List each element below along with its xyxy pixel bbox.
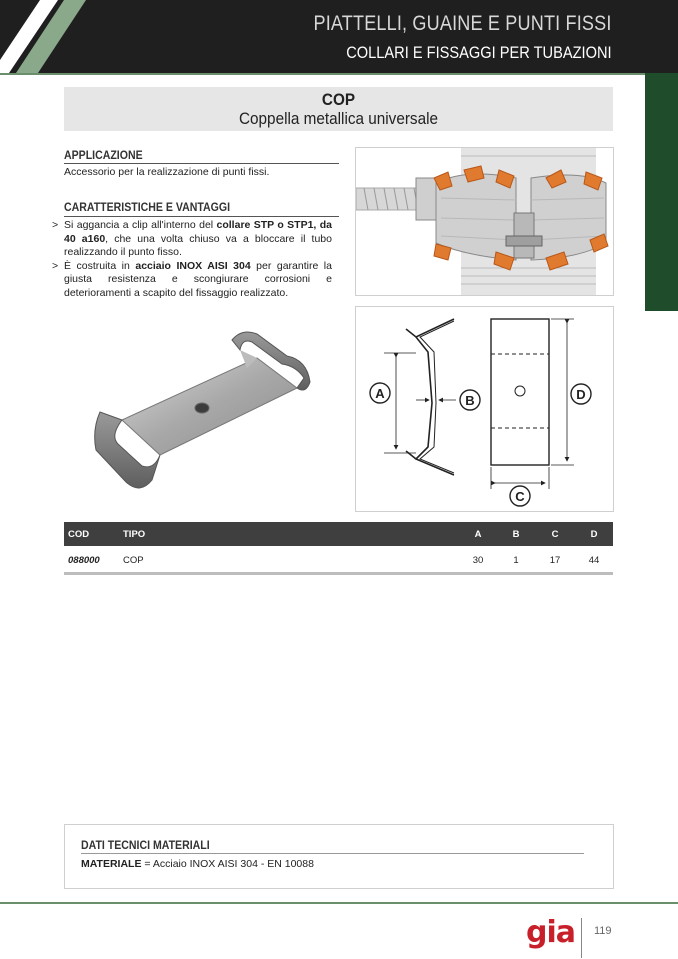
header-title: PIATTELLI, GUAINE E PUNTI FISSI [313, 12, 612, 35]
label-c: C [515, 489, 525, 504]
materials-value: = Acciaio INOX AISI 304 - EN 10088 [141, 858, 314, 870]
feature-item [52, 260, 332, 301]
page-header [0, 0, 678, 73]
feature-text: Si aggancia a clip all'interno del [64, 219, 217, 231]
bullet-marker: > [52, 259, 59, 272]
bullet-marker: > [52, 219, 59, 231]
col-header-cod: COD [68, 529, 90, 540]
label-a: A [375, 386, 385, 401]
application-text: Accessorio per la realizzazione di punti fissi. [64, 166, 270, 178]
application-rule [64, 163, 339, 164]
dimension-diagram [355, 306, 614, 512]
col-header-tipo: TIPO [123, 529, 146, 540]
footer-divider [0, 902, 678, 904]
header-divider [0, 73, 678, 75]
gia-logo: gia [526, 915, 576, 950]
cell-d: 44 [588, 555, 600, 566]
materials-label: MATERIALE [81, 858, 142, 870]
installation-illustration [355, 147, 614, 296]
product-code: COP [321, 90, 356, 109]
footer-separator [581, 918, 582, 958]
features-heading: CARATTERISTICHE E VANTAGGI [64, 200, 231, 214]
application-heading: APPLICAZIONE [64, 148, 143, 162]
materials-heading: DATI TECNICI MATERIALI [81, 838, 210, 852]
label-b: B [465, 393, 475, 408]
section-tab [645, 73, 678, 311]
label-d: D [576, 387, 586, 402]
col-header-a: A [474, 529, 482, 540]
cell-c: 17 [549, 555, 561, 566]
col-header-b: B [512, 529, 520, 540]
product-name: Coppella metallica universale [238, 109, 439, 128]
cell-b: 1 [513, 555, 519, 566]
col-header-d: D [590, 529, 598, 540]
cell-cod: 088000 [68, 555, 100, 566]
features-rule [64, 216, 339, 217]
feature-highlight: acciaio INOX AISI 304 [135, 259, 251, 272]
product-title-box [64, 87, 613, 131]
feature-text: per garantire la giusta resistenza e scongiurare corrosioni e deterioramenti a scapito del fissaggio realizzato. [64, 259, 332, 299]
feature-item [52, 219, 332, 260]
feature-text: È costruita in [64, 259, 136, 272]
features-list [52, 219, 332, 300]
col-header-c: C [551, 529, 559, 540]
table-row [64, 548, 613, 572]
materials-rule [81, 853, 584, 854]
product-photo [82, 320, 332, 510]
table-header [64, 522, 613, 546]
feature-text: , che una volta chiuso va a bloccare il tubo realizzando il punto fisso. [64, 232, 332, 258]
cell-a: 30 [472, 555, 484, 566]
cell-tipo: COP [123, 555, 144, 566]
table-bottom-rule [64, 572, 613, 575]
feature-highlight: collare STP o STP1, da 40 a160 [64, 219, 332, 245]
materials-text [81, 858, 314, 870]
header-subtitle: COLLARI E FISSAGGI PER TUBAZIONI [346, 43, 612, 62]
page-number: 119 [594, 925, 612, 937]
materials-box [64, 824, 614, 889]
